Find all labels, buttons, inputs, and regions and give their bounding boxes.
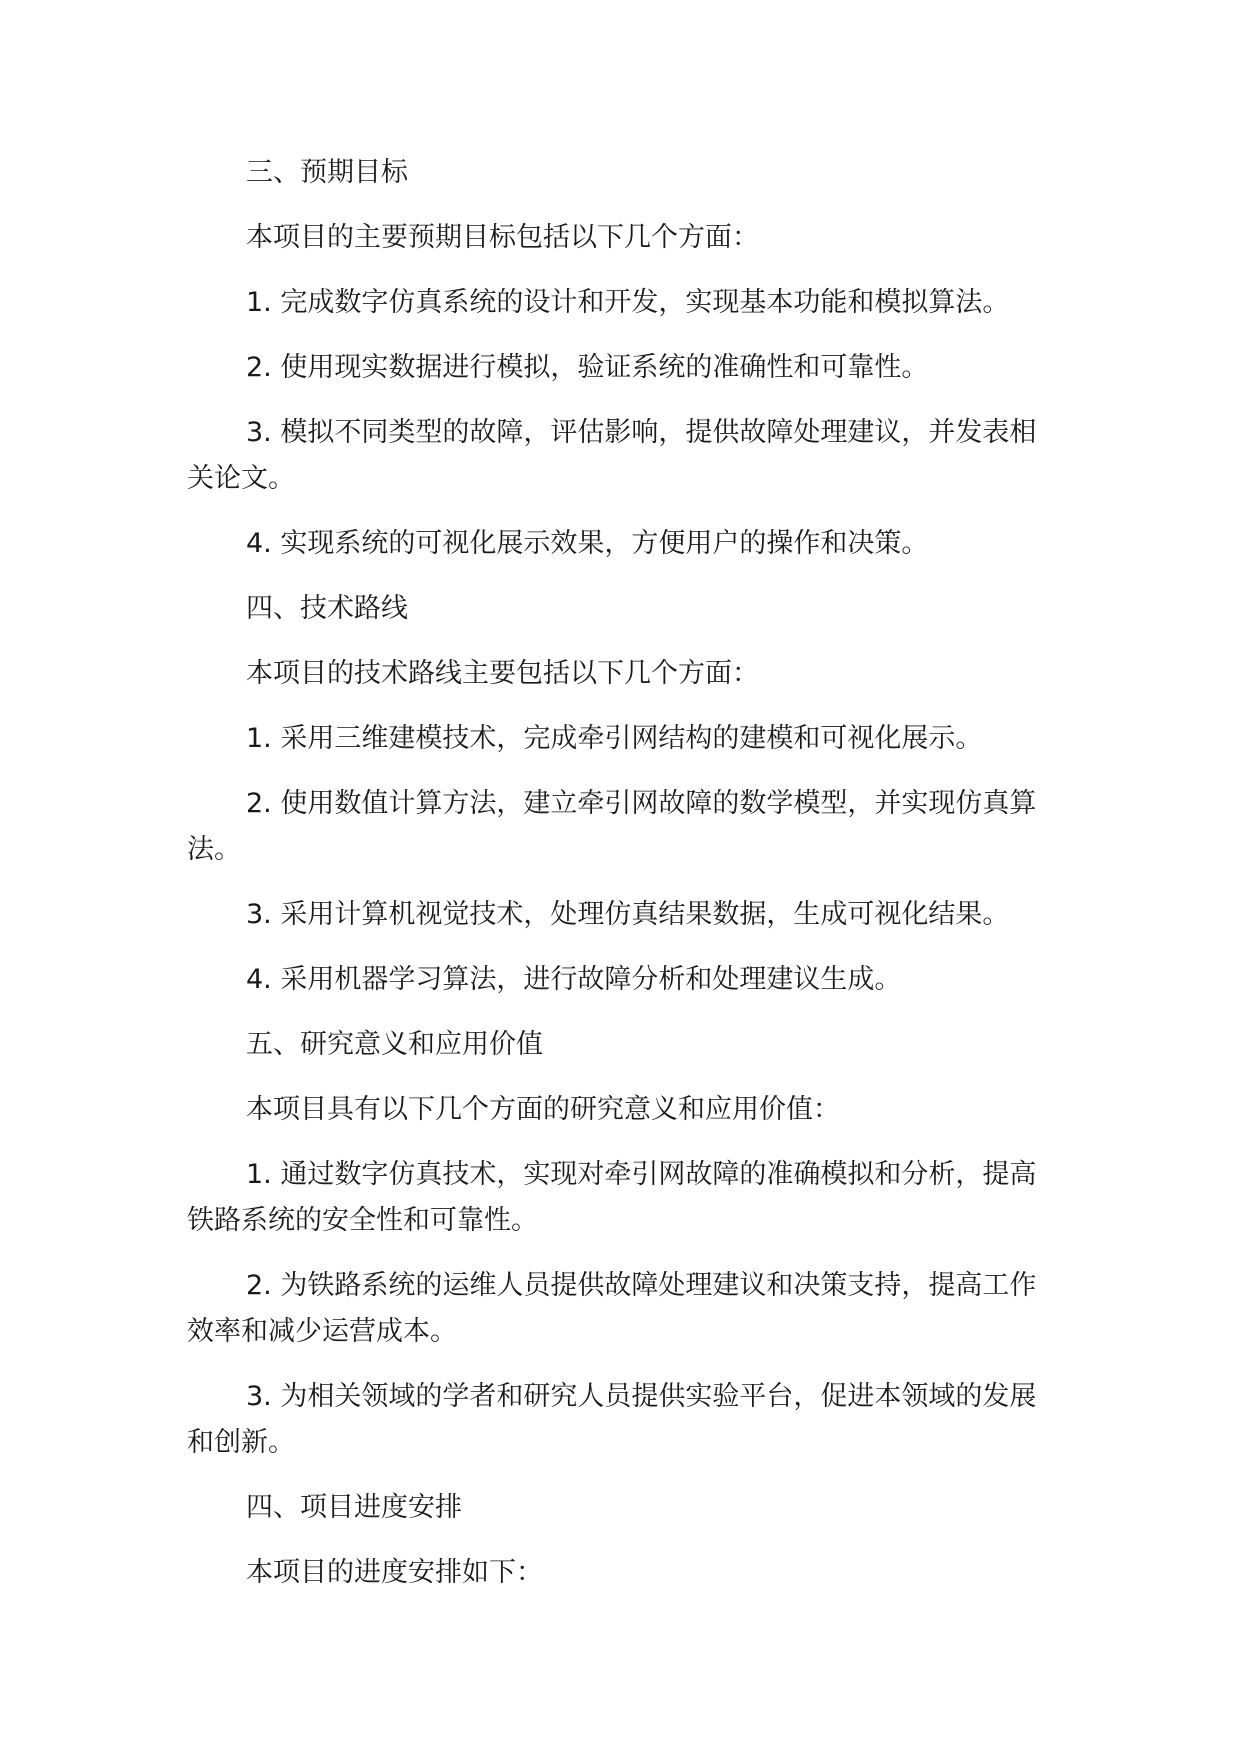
list-item-significance-1: 1. 通过数字仿真技术，实现对牵引网故障的准确模拟和分析，提高铁路系统的安全性和可靠性。 [187,1159,1037,1236]
list-item-route-1: 1. 采用三维建模技术，完成牵引网结构的建模和可视化展示。 [246,723,983,754]
list-item-route-3: 3. 采用计算机视觉技术，处理仿真结果数据，生成可视化结果。 [246,899,1010,930]
document-body [187,150,1037,1596]
list-item-route-2: 2. 使用数值计算方法，建立牵引网故障的数学模型，并实现仿真算法。 [187,788,1037,865]
list-item-significance-3: 3. 为相关领域的学者和研究人员提供实验平台，促进本领域的发展和创新。 [187,1381,1037,1458]
list-item-route-4: 4. 采用机器学习算法，进行故障分析和处理建议生成。 [246,964,902,995]
list-item-goal-1: 1. 完成数字仿真系统的设计和开发，实现基本功能和模拟算法。 [246,287,1010,318]
list-item-goal-3: 3. 模拟不同类型的故障，评估影响，提供故障处理建议，并发表相关论文。 [187,417,1037,494]
list-item-goal-4: 4. 实现系统的可视化展示效果，方便用户的操作和决策。 [246,528,929,559]
section-heading-technical-route: 四、技术路线 [246,593,408,624]
section-heading-expected-goals: 三、预期目标 [246,157,408,188]
paragraph-goals-intro: 本项目的主要预期目标包括以下几个方面： [246,222,759,253]
section-heading-schedule: 四、项目进度安排 [246,1492,462,1523]
paragraph-schedule-intro: 本项目的进度安排如下： [246,1557,543,1588]
list-item-goal-2: 2. 使用现实数据进行模拟，验证系统的准确性和可靠性。 [246,352,929,383]
paragraph-significance-intro: 本项目具有以下几个方面的研究意义和应用价值： [246,1094,840,1125]
paragraph-route-intro: 本项目的技术路线主要包括以下几个方面： [246,658,759,689]
section-heading-significance: 五、研究意义和应用价值 [246,1029,543,1060]
list-item-significance-2: 2. 为铁路系统的运维人员提供故障处理建议和决策支持，提高工作效率和减少运营成本。 [187,1270,1037,1347]
